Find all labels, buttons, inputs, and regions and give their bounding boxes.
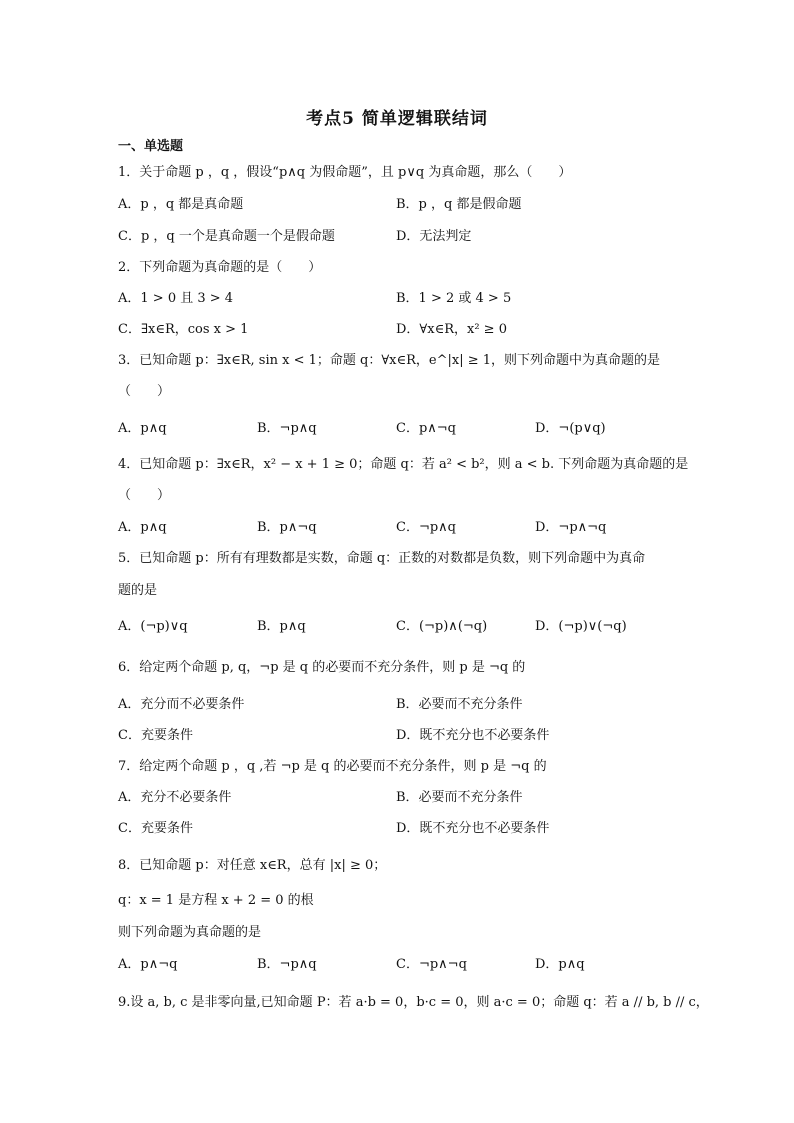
- question-6-option-c: C．充要条件: [118, 728, 193, 743]
- question-2-option-b: B．1 > 2 或 4 > 5: [396, 291, 512, 306]
- question-1-stem: 1．关于命题 p ，q ，假设“p∧q 为假命题”，且 p∨q 为真命题，那么（ ）: [118, 165, 572, 180]
- question-3-option-c: C．p∧¬q: [396, 421, 456, 436]
- question-3-option-d: D．¬(p∨q): [535, 421, 606, 436]
- question-6-stem: 6．给定两个命题 p, q，¬p 是 q 的必要而不充分条件，则 p 是 ¬q 的: [118, 660, 526, 675]
- question-8-stem-cont: 则下列命题为真命题的是: [118, 925, 262, 940]
- question-4-stem-cont: （ ）: [118, 488, 171, 503]
- question-2-stem: 2．下列命题为真命题的是（ ）: [118, 260, 322, 275]
- question-2-option-c: C．∃x∈R，cos x > 1: [118, 322, 249, 337]
- question-5-stem-cont: 题的是: [118, 583, 158, 598]
- question-8-stem: 8．已知命题 p：对任意 x∈R，总有 |x| ≥ 0；: [118, 858, 387, 873]
- question-7-stem: 7．给定两个命题 p ，q ,若 ¬p 是 q 的必要而不充分条件，则 p 是 ¬q 的: [118, 759, 547, 774]
- question-7-option-c: C．充要条件: [118, 821, 193, 836]
- question-4-stem: 4．已知命题 p：∃x∈R，x² − x + 1 ≥ 0；命题 q：若 a² < b²，则 a < b. 下列命题为真命题的是: [118, 457, 689, 472]
- question-4-option-b: B．p∧¬q: [257, 520, 317, 535]
- question-6-option-a: A．充分而不必要条件: [118, 697, 245, 712]
- question-2-option-a: A．1 > 0 且 3 > 4: [118, 291, 234, 306]
- question-8-option-d: D．p∧q: [535, 957, 585, 972]
- question-8-option-b: B．¬p∧q: [257, 957, 317, 972]
- question-5-stem: 5．已知命题 p：所有有理数都是实数，命题 q：正数的对数都是负数，则下列命题中为真命: [118, 551, 646, 566]
- question-8-stem-q: q：x = 1 是方程 x + 2 = 0 的根: [118, 893, 314, 908]
- question-9-stem: 9.设 a, b, c 是非零向量,已知命题 P：若 a·b = 0，b·c = 0，则 a·c = 0；命题 q：若 a // b, b // c，: [118, 995, 709, 1010]
- question-3-stem: 3．已知命题 p：∃x∈R, sin x < 1；命题 q：∀x∈R，e^|x| ≥ 1，则下列命题中为真命题的是: [118, 353, 661, 368]
- question-5-option-c: C．(¬p)∧(¬q): [396, 619, 488, 634]
- question-3-stem-cont: （ ）: [118, 384, 171, 399]
- question-8-option-a: A．p∧¬q: [118, 957, 178, 972]
- question-4-option-d: D．¬p∧¬q: [535, 520, 607, 535]
- question-3-option-b: B．¬p∧q: [257, 421, 317, 436]
- question-5-option-a: A．(¬p)∨q: [118, 619, 188, 634]
- page-title: 考点5 简单逻辑联结词: [306, 109, 488, 129]
- question-1-option-b: B．p ，q 都是假命题: [396, 197, 522, 212]
- question-1-option-d: D．无法判定: [396, 229, 472, 244]
- question-7-option-a: A．充分不必要条件: [118, 790, 232, 805]
- question-8-option-c: C．¬p∧¬q: [396, 957, 467, 972]
- question-4-option-a: A．p∧q: [118, 520, 167, 535]
- question-5-option-b: B．p∧q: [257, 619, 306, 634]
- question-6-option-b: B．必要而不充分条件: [396, 697, 523, 712]
- question-7-option-d: D．既不充分也不必要条件: [396, 821, 550, 836]
- question-3-option-a: A．p∧q: [118, 421, 167, 436]
- section-heading: 一、单选题: [118, 139, 184, 154]
- question-5-option-d: D．(¬p)∨(¬q): [535, 619, 627, 634]
- question-1-option-a: A．p ，q 都是真命题: [118, 197, 244, 212]
- question-1-option-c: C．p ，q 一个是真命题一个是假命题: [118, 229, 335, 244]
- question-2-option-d: D．∀x∈R，x² ≥ 0: [396, 322, 507, 337]
- question-7-option-b: B．必要而不充分条件: [396, 790, 523, 805]
- question-4-option-c: C．¬p∧q: [396, 520, 456, 535]
- question-6-option-d: D．既不充分也不必要条件: [396, 728, 550, 743]
